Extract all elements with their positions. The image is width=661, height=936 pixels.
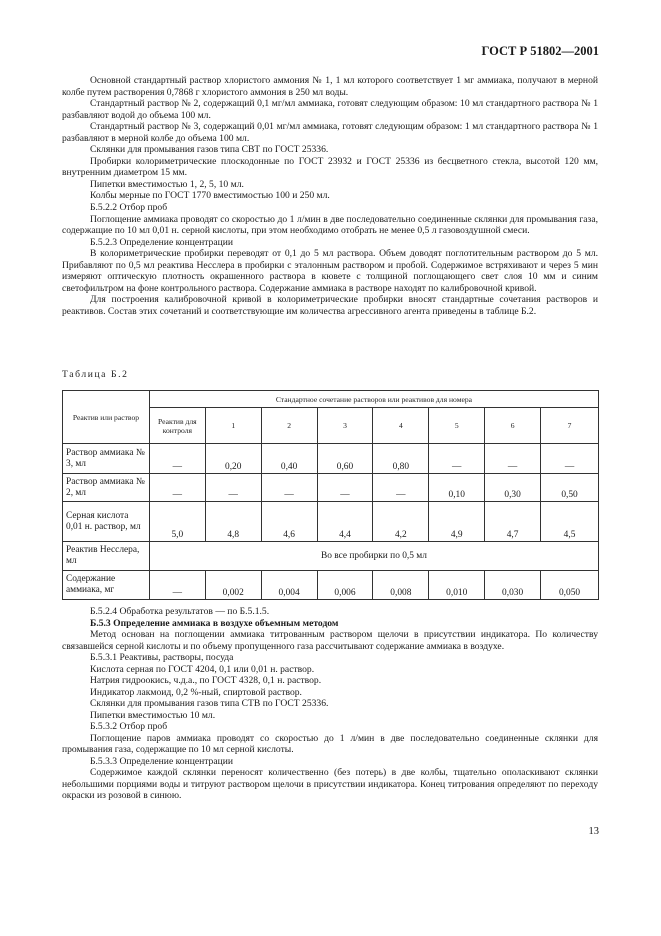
column-header: 6 — [485, 408, 541, 444]
table-cell: 0,050 — [541, 571, 599, 600]
table-cell: 4,4 — [317, 502, 373, 542]
table-cell: 4,7 — [485, 502, 541, 542]
column-header: Реактив для контроля — [149, 408, 205, 444]
table-cell: — — [261, 474, 317, 502]
document-code-header: ГОСТ Р 51802—2001 — [481, 44, 599, 58]
table-cell: 0,004 — [261, 571, 317, 600]
paragraph: Колбы мерные по ГОСТ 1770 вместимостью 100 и 250 мл. — [90, 190, 330, 202]
column-header: 4 — [373, 408, 429, 444]
table-cell: — — [149, 571, 205, 600]
table-cell: 0,006 — [317, 571, 373, 600]
table-cell: 0,30 — [485, 474, 541, 502]
data-table — [62, 390, 599, 600]
table-group-header: Стандартное сочетание растворов или реактивов для номера — [149, 391, 598, 408]
table-row — [63, 474, 599, 502]
paragraph: Содержимое каждой склянки переносят количественно (без потерь) в две колбы, тщательно ополаскивают склянки небольшими порциями воды и титруют раствором щелочи в присутствии индикатора. Конец титрования определяют по переходу окраски из розовой в синюю. — [62, 767, 598, 801]
table-row — [63, 444, 599, 474]
body-text-bottom — [62, 606, 598, 802]
section-heading: Б.5.3.2 Отбор проб — [90, 721, 168, 732]
paragraph: Натрия гидроокись, ч.д.а., по ГОСТ 4328, 0,1 н. раствор. — [90, 675, 322, 686]
column-header: 3 — [317, 408, 373, 444]
table-caption: Таблица Б.2 — [62, 369, 129, 380]
table-cell: 5,0 — [149, 502, 205, 542]
table-row — [63, 571, 599, 600]
table-row — [63, 502, 599, 542]
table-cell: 0,010 — [429, 571, 485, 600]
row-label: Серная кислота 0,01 н. раствор, мл — [63, 502, 150, 542]
table-cell: 0,80 — [373, 444, 429, 474]
table-cell: 0,10 — [429, 474, 485, 502]
column-header: 1 — [205, 408, 261, 444]
paragraph: Пипетки вместимостью 1, 2, 5, 10 мл. — [90, 178, 244, 190]
table-cell: — — [485, 444, 541, 474]
table-cell: 0,008 — [373, 571, 429, 600]
paragraph: Метод основан на поглощении аммиака титрованным раствором щелочи в присутствии индикатора. По количеству связавшейся серной кислоты и по объему пропущенного газа рассчитывают содержание аммиака в воздухе. — [62, 629, 598, 652]
table-cell: 0,20 — [205, 444, 261, 474]
section-heading: Б.5.2.3 Определение концентрации — [90, 236, 233, 248]
paragraph: Склянки для промывания газов типа СТВ по ГОСТ 25336. — [90, 698, 329, 709]
section-heading-bold: Б.5.3 Определение аммиака в воздухе объемным методом — [90, 617, 339, 629]
table-cell: — — [429, 444, 485, 474]
table-cell: 0,002 — [205, 571, 261, 600]
section-heading: Б.5.3.3 Определение концентрации — [90, 755, 233, 767]
table-cell: 4,5 — [541, 502, 599, 542]
paragraph: Стандартный раствор № 2, содержащий 0,1 мг/мл аммиака, готовят следующим образом: 10 мл стандартного раствора № 1 разбавляют водой до объема 100 мл. — [62, 98, 598, 121]
paragraph: Кислота серная по ГОСТ 4204, 0,1 или 0,01 н. раствор. — [90, 663, 315, 675]
table-cell: — — [373, 474, 429, 502]
paragraph: Пипетки вместимостью 10 мл. — [90, 709, 216, 721]
table-cell: 4,6 — [261, 502, 317, 542]
table-cell: 0,60 — [317, 444, 373, 474]
table-cell: — — [541, 444, 599, 474]
table-cell: 4,9 — [429, 502, 485, 542]
paragraph: Основной стандартный раствор хлористого аммония № 1, 1 мл которого соответствует 1 мг аммиака, получают в мерной колбе путем растворения 0,7868 г хлористого аммония в 250 мл воды. — [62, 75, 598, 98]
row-label: Раствор аммиака № 3, мл — [63, 444, 150, 474]
paragraph: В колориметрические пробирки переводят от 0,1 до 5 мл раствора. Объем доводят поглотительным раствором до 5 мл. Прибавляют по 0,5 мл реактива Несслера в пробирки с эталонным раствором и пробой. Содержимое встряхивают и через 5 мин измеряют оптическую плотность окрашенного раствора в кювете с толщиной поглощающего свет слоя 10 мм и синим светофильтром на фоне контрольного раствора. Содержание аммиака в растворе находят по калибровочной кривой. — [62, 248, 598, 294]
table-span-cell: Во все пробирки по 0,5 мл — [149, 542, 598, 571]
paragraph: Пробирки колориметрические плоскодонные по ГОСТ 23932 и ГОСТ 25336 из бесцветного стекла, высотой 120 мм, внутренним диаметром 15 мм. — [62, 155, 598, 179]
table-cell: — — [205, 474, 261, 502]
page-number: 13 — [588, 826, 599, 837]
paragraph: Для построения калибровочной кривой в колориметрические пробирки вносят стандартные сочетания растворов и реактивов. Состав этих сочетаний и соответствующие им количества агрессивного агента приведены в таблице Б.2. — [62, 294, 598, 317]
table-cell: — — [149, 444, 205, 474]
paragraph: Стандартный раствор № 3, содержащий 0,01 мг/мл аммиака, готовят следующим образом: 1 мл стандартного раствора № 1 разбавляют в мерной колбе до объема 100 мл. — [62, 121, 598, 144]
table-cell: — — [317, 474, 373, 502]
table-row — [63, 542, 599, 571]
column-header: 5 — [429, 408, 485, 444]
row-label: Содержание аммиака, мг — [63, 571, 150, 600]
table-cell: — — [149, 474, 205, 502]
row-label: Раствор аммиака № 2, мл — [63, 474, 150, 502]
paragraph: Поглощение паров аммиака проводят со скоростью до 1 л/мин в две последовательно соединенные склянки для промывания газа, содержащие по 10 мл серной кислоты. — [62, 732, 598, 755]
section-heading: Б.5.2.2 Отбор проб — [90, 202, 168, 214]
body-text-top — [62, 75, 598, 317]
paragraph: Индикатор лакмоид, 0,2 %-ный, спиртовой раствор. — [90, 686, 302, 698]
table-cell: 4,8 — [205, 502, 261, 542]
section-heading: Б.5.2.4 Обработка результатов — по Б.5.1.5. — [90, 606, 270, 617]
row-label: Реактив Несслера, мл — [63, 542, 150, 571]
table-cell: 0,50 — [541, 474, 599, 502]
column-header: 2 — [261, 408, 317, 444]
table-cell: 4,2 — [373, 502, 429, 542]
paragraph: Поглощение аммиака проводят со скоростью до 1 л/мин в две последовательно соединенные склянки для промывания газа, содержащие по 10 мл 0,01 н. серной кислоты, при этом необходимо отобрать не менее 0,5 л газовоздушной смеси. — [62, 213, 598, 237]
section-heading: Б.5.3.1 Реактивы, растворы, посуда — [90, 652, 234, 663]
table-cell: 0,030 — [485, 571, 541, 600]
table-cell: 0,40 — [261, 444, 317, 474]
paragraph: Склянки для промывания газов типа СВТ по ГОСТ 25336. — [90, 144, 329, 156]
column-header: 7 — [541, 408, 599, 444]
table-corner-header: Реактив или раствор — [63, 391, 150, 444]
